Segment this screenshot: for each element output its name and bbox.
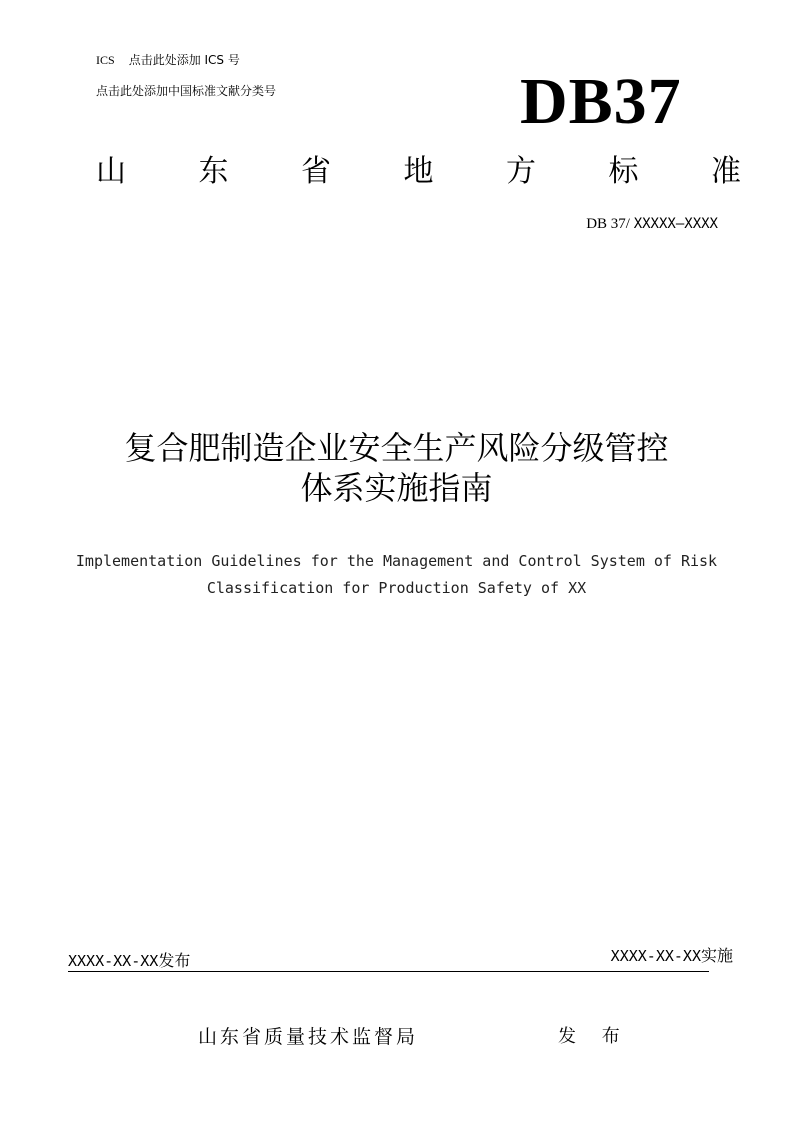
standard-number (586, 216, 718, 233)
standard-type-char: 山 (96, 154, 126, 189)
standard-type-char: 标 (608, 154, 639, 189)
ics-label: ICS (96, 53, 115, 67)
publish-date (68, 948, 190, 971)
standard-number-code: XXXXX—XXXX (633, 216, 718, 232)
title-cn-line: 体系实施指南 (300, 469, 493, 507)
standard-number-prefix: DB 37/ (586, 216, 630, 232)
title-en-line: Implementation Guidelines for the Management and Control System of Risk (75, 552, 718, 570)
publish-date-suffix: 发布 (158, 951, 191, 970)
standard-type-char: 东 (198, 154, 229, 189)
title-en-line: Classification for Production Safety of XX (206, 579, 587, 597)
ics-placeholder[interactable]: 点击此处添加 ICS 号 (128, 53, 240, 67)
document-title-cn (0, 428, 793, 508)
implement-date-suffix: 实施 (700, 946, 733, 965)
implement-date (611, 943, 733, 966)
publish-date-value: XXXX-XX-XX (68, 952, 159, 970)
issuer: 山东省质量技术监督局 (198, 1026, 419, 1048)
standard-type-char: 准 (711, 154, 741, 189)
standard-type-char: 省 (301, 154, 331, 189)
implement-date-value: XXXX-XX-XX (610, 947, 701, 965)
footer-divider (68, 971, 709, 972)
document-title-en (0, 548, 793, 602)
standard-type-char: 方 (506, 154, 536, 189)
standard-type-char: 地 (403, 154, 434, 189)
db-logo: DB37 (520, 65, 682, 138)
ccs-placeholder[interactable]: 点击此处添加中国标准文献分类号 (96, 84, 277, 98)
title-cn-line: 复合肥制造企业安全生产风险分级管控 (124, 429, 669, 467)
standard-type-title (96, 152, 741, 192)
issue-label: 发 布 (558, 1026, 630, 1047)
ics-line (96, 51, 240, 68)
